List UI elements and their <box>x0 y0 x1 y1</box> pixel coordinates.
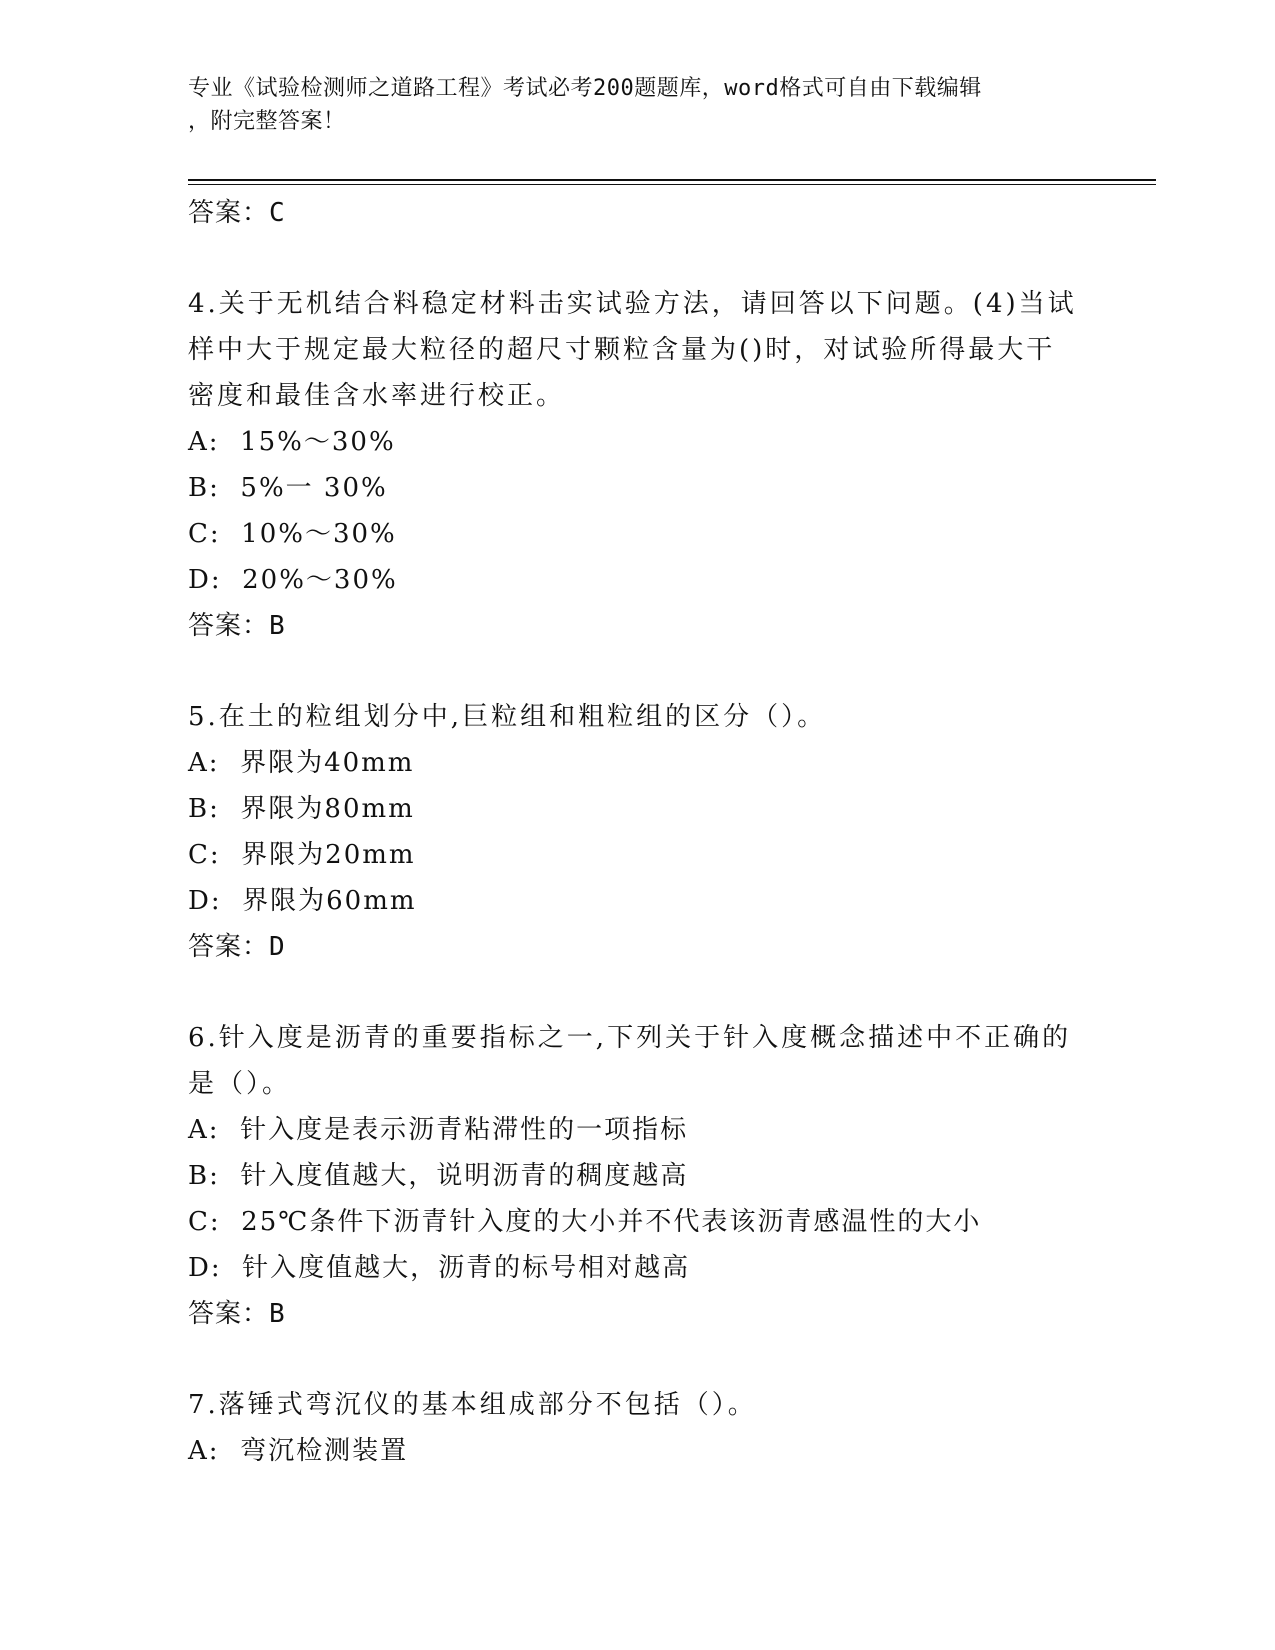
answer-line: 答案：C <box>188 198 286 228</box>
spacer <box>188 1337 1088 1382</box>
question-line: 是（）。 <box>188 1069 292 1099</box>
option-b: B: 5%一 30% <box>188 473 388 503</box>
answer-line: 答案：D <box>188 932 286 962</box>
option-c: C: 25℃条件下沥青针入度的大小并不代表该沥青感温性的大小 <box>188 1207 982 1237</box>
document-header <box>188 72 1088 138</box>
answer-line: 答案：B <box>188 611 286 641</box>
header-rule-thick <box>188 179 1156 181</box>
question-block <box>188 281 1088 649</box>
option-c: C: 界限为20mm <box>188 840 416 870</box>
answer-line: 答案：B <box>188 1299 286 1329</box>
spacer <box>188 236 1088 281</box>
question-line: 密度和最佳含水率进行校正。 <box>188 381 566 411</box>
spacer <box>188 649 1088 694</box>
question-text <box>188 281 1088 419</box>
question-block <box>188 1382 1088 1474</box>
question-block <box>188 694 1088 970</box>
question-text <box>188 1382 1088 1428</box>
option-b: B: 针入度值越大，说明沥青的稠度越高 <box>188 1161 689 1191</box>
question-line: 4.关于无机结合料稳定材料击实试验方法，请回答以下问题。(4)当试 <box>188 289 1077 319</box>
option-a: A: 15%～30% <box>188 427 396 457</box>
option-c: C: 10%～30% <box>188 519 397 549</box>
question-text <box>188 1015 1088 1107</box>
header-line-1: 专业《试验检测师之道路工程》考试必考200题题库，word格式可自由下载编辑 <box>188 76 982 101</box>
question-block <box>188 1015 1088 1337</box>
question-line: 7.落锤式弯沉仪的基本组成部分不包括（）。 <box>188 1390 757 1420</box>
option-d: D: 针入度值越大，沥青的标号相对越高 <box>188 1253 691 1283</box>
question-line: 样中大于规定最大粒径的超尺寸颗粒含量为()时，对试验所得最大干 <box>188 335 1056 365</box>
header-line-2: ，附完整答案！ <box>188 109 346 134</box>
option-a: A: 弯沉检测装置 <box>188 1436 409 1466</box>
question-list <box>188 190 1088 1474</box>
option-d: D: 界限为60mm <box>188 886 417 916</box>
option-d: D: 20%～30% <box>188 565 398 595</box>
spacer <box>188 970 1088 1015</box>
option-a: A: 界限为40mm <box>188 748 415 778</box>
option-a: A: 针入度是表示沥青粘滞性的一项指标 <box>188 1115 689 1145</box>
option-b: B: 界限为80mm <box>188 794 415 824</box>
question-line: 5.在土的粒组划分中,巨粒组和粗粒组的区分（）。 <box>188 702 827 732</box>
question-text <box>188 694 1088 740</box>
question-line: 6.针入度是沥青的重要指标之一,下列关于针入度概念描述中不正确的 <box>188 1023 1072 1053</box>
header-rule-thin <box>188 184 1156 185</box>
